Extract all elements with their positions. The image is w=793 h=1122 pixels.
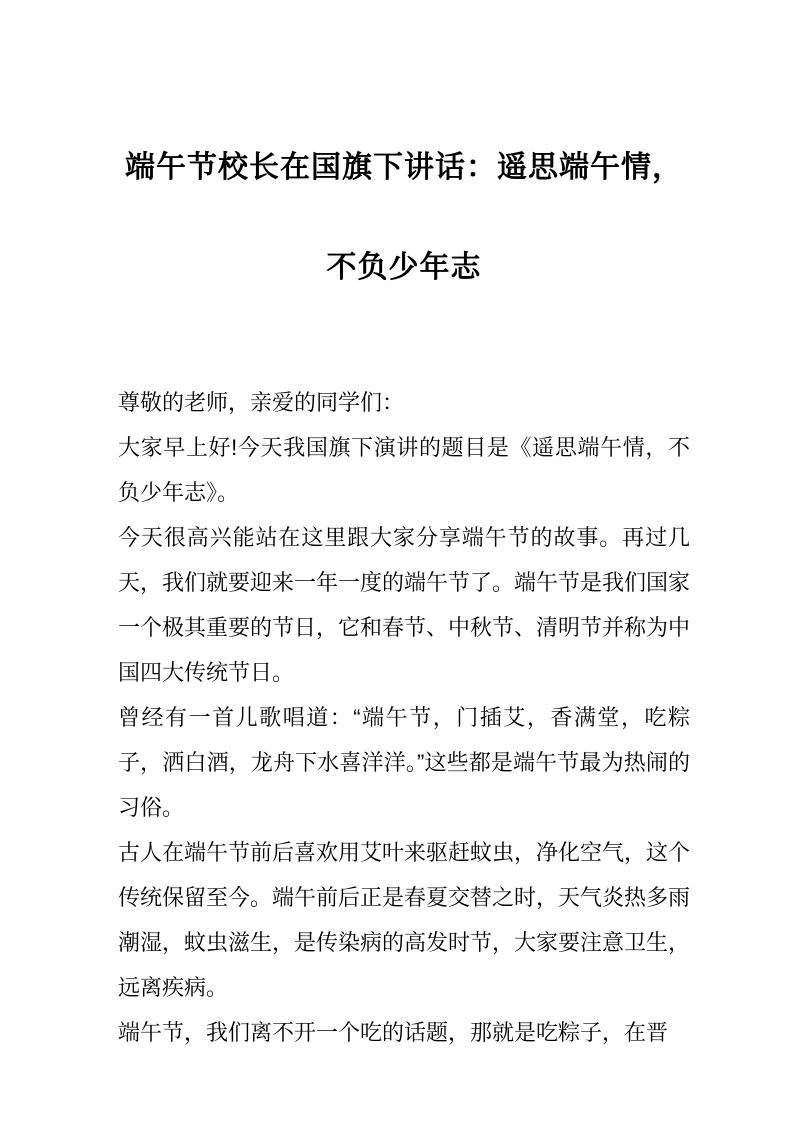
paragraph-mugwort-custom: 古人在端午节前后喜欢用艾叶来驱赶蚊虫，净化空气，这个传统保留至今。端午前后正是春夏交替之时，天气炎热多雨潮湿，蚊虫滋生，是传染病的高发时节，大家要注意卫生，远离疾病。	[118, 840, 691, 1000]
paragraph-salutation: 尊敬的老师，亲爱的同学们：	[118, 390, 405, 415]
document-title-line-2: 不负少年志	[326, 251, 482, 285]
paragraph-festival-intro: 今天很高兴能站在这里跟大家分享端午节的故事。再过几天，我们就要迎来一年一度的端午节了。端午节是我们国家一个极其重要的节日，它和春节、中秋节、清明节并称为中国四大传统节日。	[118, 525, 691, 685]
document-title-line-1: 端午节校长在国旗下讲话：遥思端午情，	[125, 151, 683, 185]
document-title	[118, 118, 690, 318]
paragraph-greeting: 大家早上好!今天我国旗下演讲的题目是《遥思端午情，不负少年志》。	[118, 435, 690, 505]
paragraph-zongzi-topic: 端午节，我们离不开一个吃的话题，那就是吃粽子，在晋	[118, 1020, 669, 1045]
document-body	[118, 380, 690, 1055]
paragraph-folk-song: 曾经有一首儿歌唱道：“端午节，门插艾，香满堂，吃粽子，洒白酒，龙舟下水喜洋洋。”这些都是端午节最为热闹的习俗。	[118, 705, 690, 820]
